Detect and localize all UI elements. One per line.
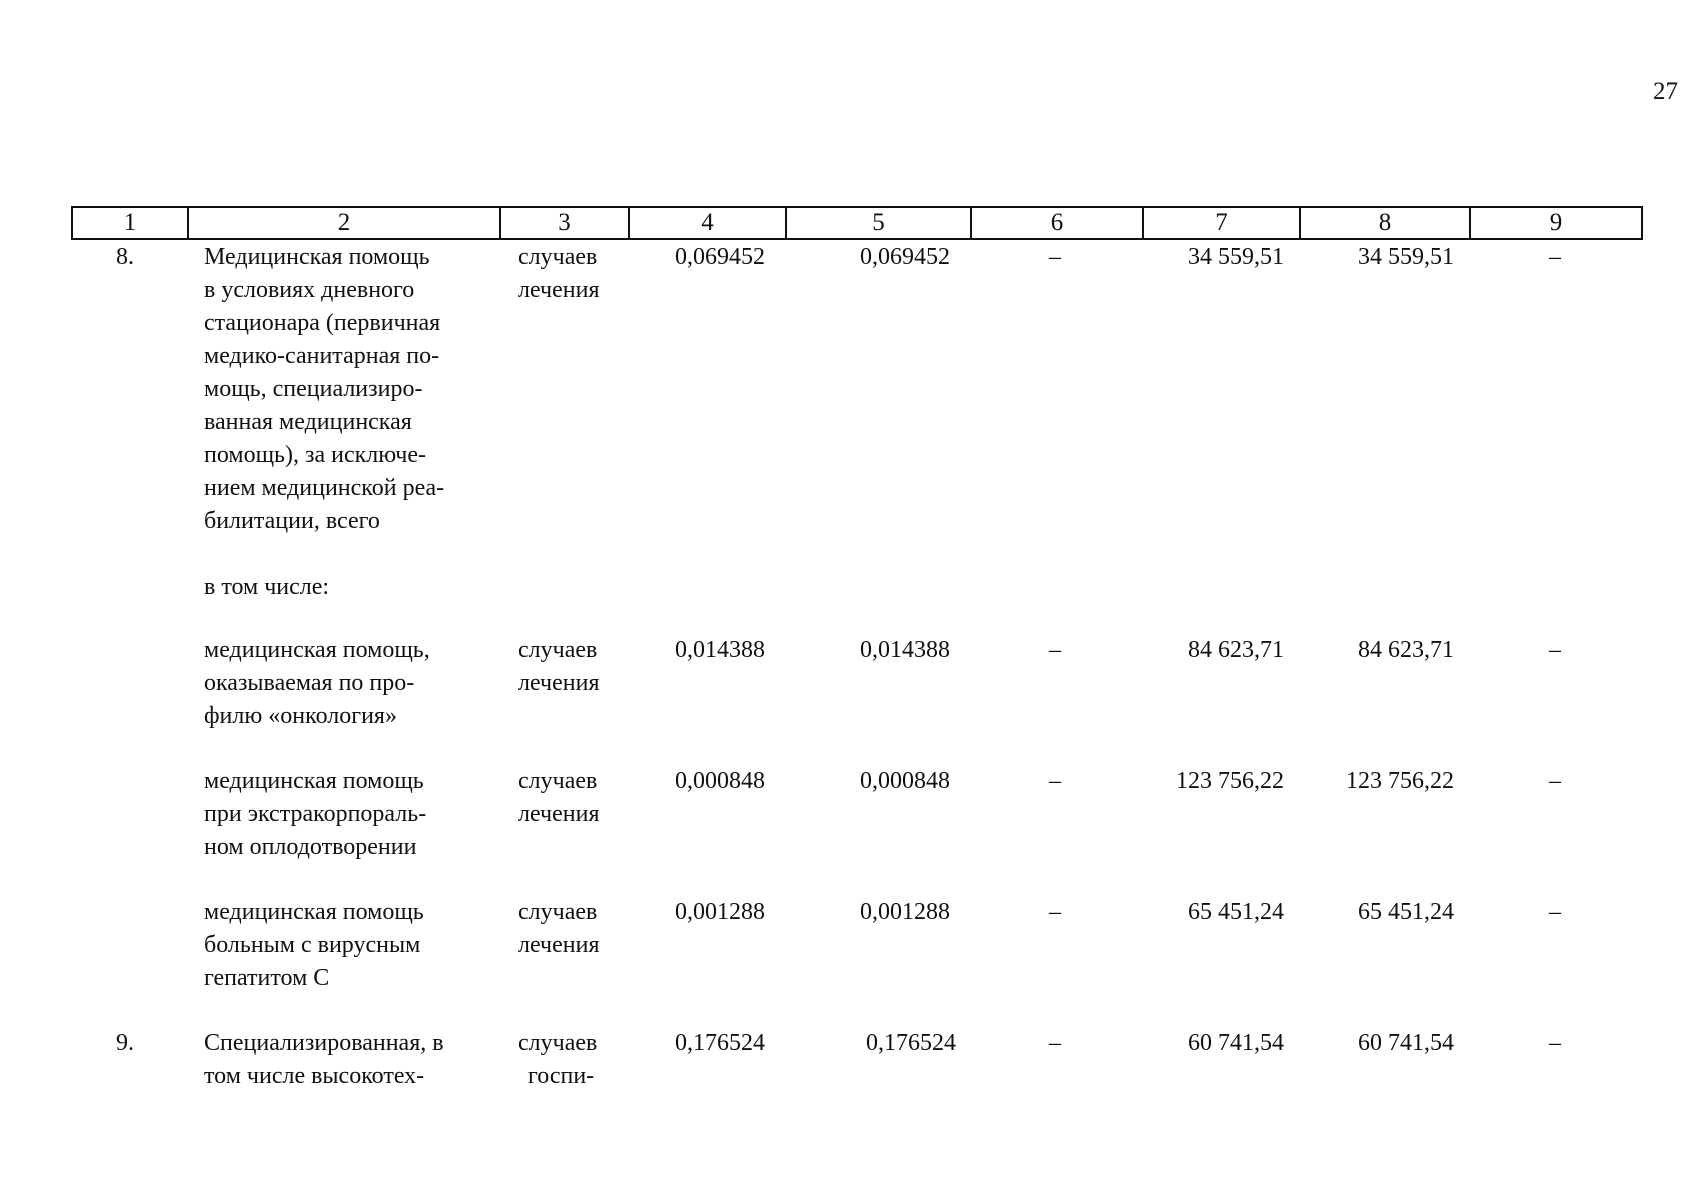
cell-col-4: 0,001288 [675, 899, 765, 925]
header-col-9: 9 [1470, 207, 1642, 239]
description-line: медицинская помощь [204, 899, 424, 925]
header-col-2: 2 [188, 207, 500, 239]
cell-col-6: – [1049, 768, 1061, 794]
row-number: 9. [116, 1030, 134, 1056]
subheading-including: в том числе: [204, 574, 330, 600]
cell-col-4: 0,014388 [675, 637, 765, 663]
row-unit: случаев лечения [518, 899, 600, 958]
cell-col-4: 0,000848 [675, 768, 765, 794]
description-line: стационара (первичная [204, 310, 441, 336]
description-line: нием медицинской реа- [204, 475, 445, 501]
description-line: медицинская помощь [204, 768, 424, 794]
description-line: Медицинская помощь [204, 244, 430, 270]
column-number-header [71, 206, 1643, 240]
description-line: больным с вирусным [204, 932, 421, 958]
description-line: ванная медицинская [204, 409, 412, 435]
cell-col-4: 0,069452 [675, 244, 765, 270]
description-line: Специализированная, в [204, 1030, 444, 1056]
header-col-1: 1 [72, 207, 188, 239]
row-description [204, 765, 488, 864]
cell-col-5: 0,069452 [860, 244, 950, 270]
cell-col-7: 84 623,71 [1188, 637, 1284, 663]
description-line: мощь, специализиро- [204, 376, 423, 402]
cell-col-8: 65 451,24 [1358, 899, 1454, 925]
cell-col-9: – [1549, 899, 1561, 925]
cell-col-6: – [1049, 637, 1061, 663]
description-line: билитации, всего [204, 508, 380, 534]
description-line: в условиях дневного [204, 277, 415, 303]
row-description [204, 634, 488, 733]
page-number: 27 [1653, 78, 1678, 105]
row-unit: случаев лечения [518, 768, 600, 827]
description-line: медицинская помощь, [204, 637, 430, 663]
cell-col-8: 34 559,51 [1358, 244, 1454, 270]
row-number: 8. [116, 244, 134, 270]
cell-col-9: – [1549, 768, 1561, 794]
cell-col-9: – [1549, 1030, 1561, 1056]
cell-col-8: 60 741,54 [1358, 1030, 1454, 1056]
header-col-8: 8 [1300, 207, 1470, 239]
description-line: том числе высокотех- [204, 1063, 425, 1089]
row-unit: случаев лечения [518, 244, 600, 303]
cell-col-6: – [1049, 244, 1061, 270]
header-col-3: 3 [500, 207, 629, 239]
cell-col-6: – [1049, 1030, 1061, 1056]
description-line: гепатитом С [204, 965, 330, 991]
description-line: ном оплодотворении [204, 834, 417, 860]
cell-col-7: 34 559,51 [1188, 244, 1284, 270]
cell-col-7: 60 741,54 [1188, 1030, 1284, 1056]
cell-col-5: 0,000848 [860, 768, 950, 794]
cell-col-8: 123 756,22 [1346, 768, 1454, 794]
row-unit: случаев госпи- [518, 1030, 598, 1089]
description-line: при экстракорпораль- [204, 801, 427, 827]
cell-col-5: 0,001288 [860, 899, 950, 925]
description-line: медико-санитарная по- [204, 343, 440, 369]
cell-col-9: – [1549, 244, 1561, 270]
header-col-7: 7 [1143, 207, 1300, 239]
row-description [204, 241, 488, 538]
description-line: помощь), за исключе- [204, 442, 426, 468]
row-description [204, 896, 488, 995]
description-line: оказываемая по про- [204, 670, 415, 696]
row-description [204, 1027, 488, 1093]
header-col-5: 5 [786, 207, 971, 239]
row-unit: случаев лечения [518, 637, 600, 696]
header-col-4: 4 [629, 207, 786, 239]
description-line: филю «онкология» [204, 703, 397, 729]
cell-col-5: 0,014388 [860, 637, 950, 663]
cell-col-7: 65 451,24 [1188, 899, 1284, 925]
header-col-6: 6 [971, 207, 1143, 239]
cell-col-8: 84 623,71 [1358, 637, 1454, 663]
cell-col-7: 123 756,22 [1176, 768, 1284, 794]
cell-col-6: – [1049, 899, 1061, 925]
cell-col-5: 0,176524 [866, 1030, 956, 1056]
cell-col-4: 0,176524 [675, 1030, 765, 1056]
cell-col-9: – [1549, 637, 1561, 663]
